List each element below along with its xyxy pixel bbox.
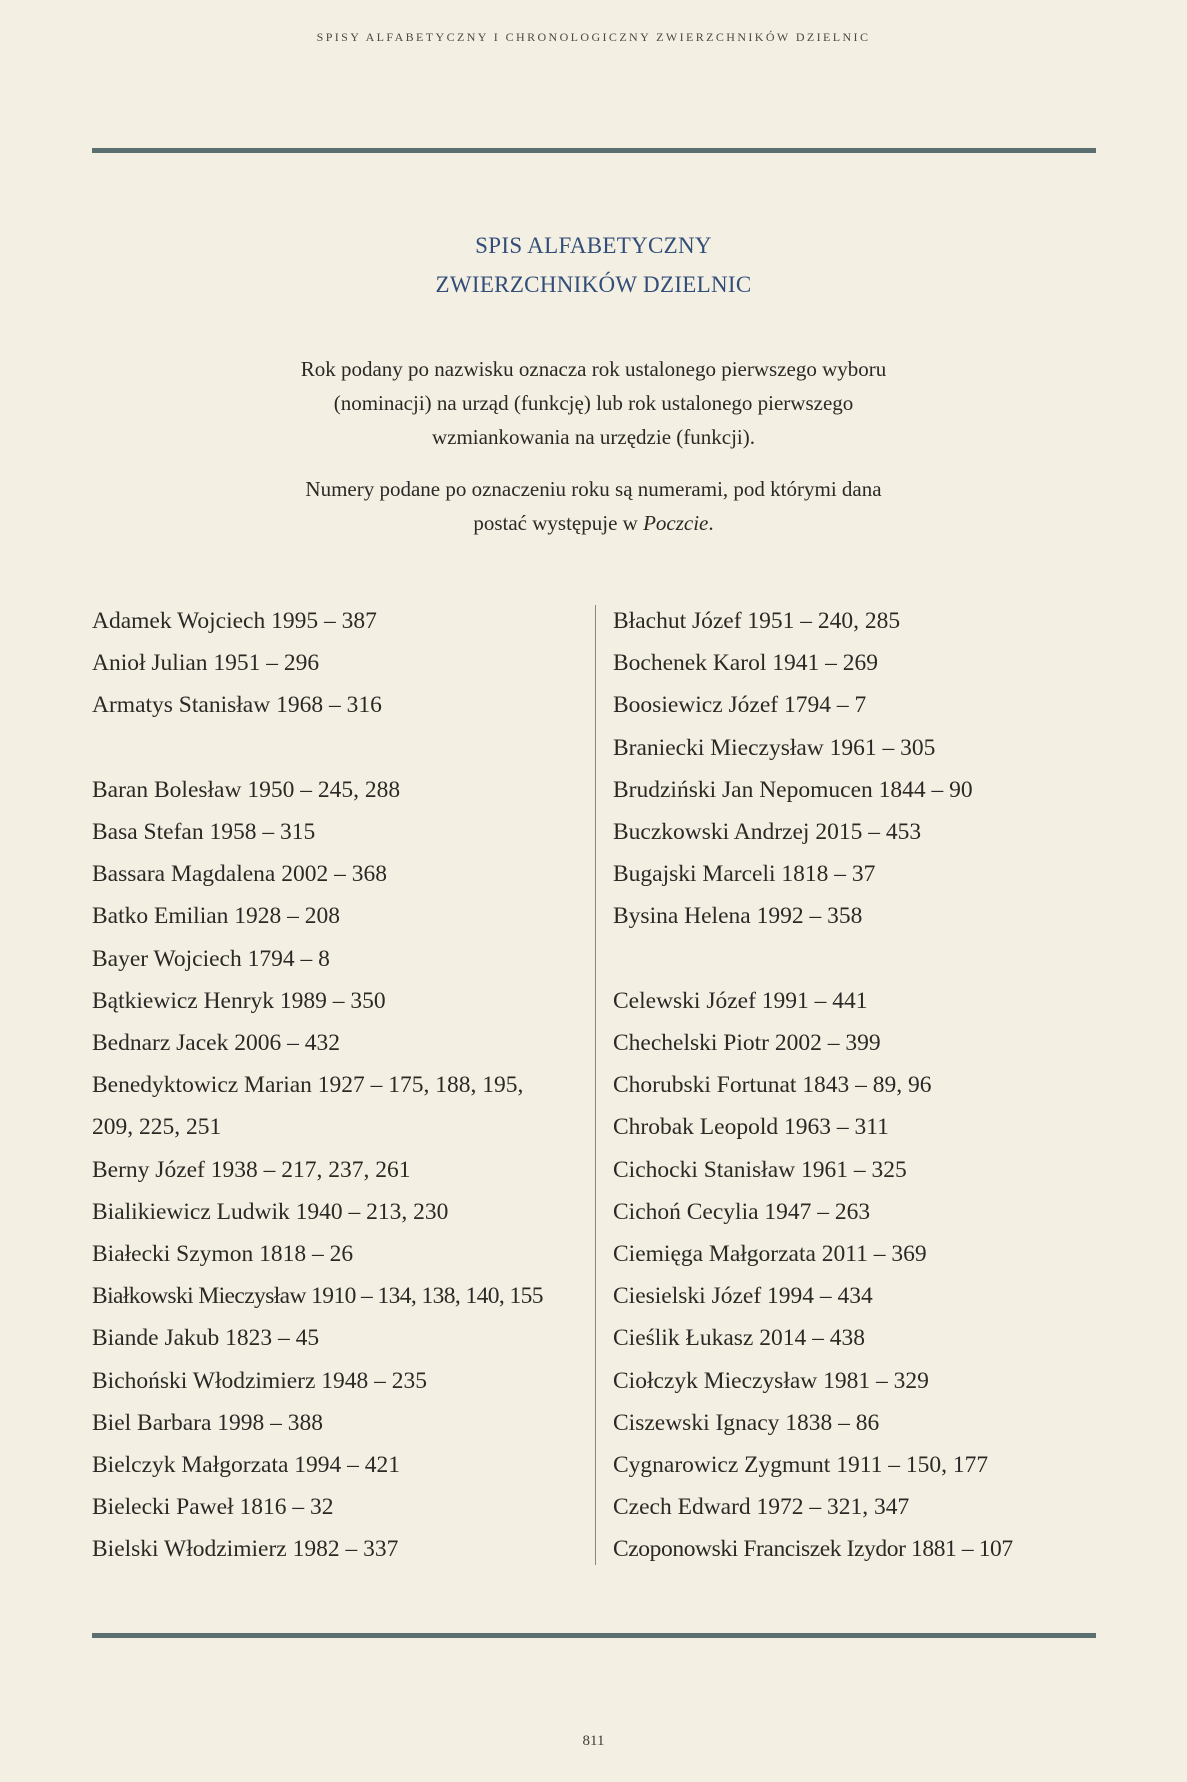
- index-entry: Czoponowski Franciszek Izydor 1881 – 107: [613, 1536, 1013, 1563]
- index-entry: Bochenek Karol 1941 – 269: [613, 650, 878, 677]
- index-entry: Bednarz Jacek 2006 – 432: [92, 1030, 340, 1057]
- index-entry: Biel Barbara 1998 – 388: [92, 1409, 324, 1436]
- index-entry: Ciemięga Małgorzata 2011 – 369: [613, 1241, 927, 1268]
- index-entry: Cichocki Stanisław 1961 – 325: [613, 1156, 907, 1183]
- index-column-left: [92, 600, 578, 1571]
- top-rule: [92, 148, 1096, 153]
- index-entry: Bayer Wojciech 1794 – 8: [92, 945, 330, 972]
- intro-paragraph-2: [200, 472, 987, 540]
- index-entry: Biande Jakub 1823 – 45: [92, 1325, 320, 1352]
- index-entry: Cieślik Łukasz 2014 – 438: [613, 1325, 865, 1352]
- page-title: [0, 226, 1187, 304]
- index-entry: Armatys Stanisław 1968 – 316: [92, 692, 382, 719]
- index-entry: Bielecki Paweł 1816 – 32: [92, 1494, 334, 1521]
- index-entry: Chrobak Leopold 1963 – 311: [613, 1114, 889, 1141]
- page-number: 811: [582, 1733, 605, 1749]
- index-entry: Białkowski Mieczysław 1910 – 134, 138, 140, 155: [92, 1283, 543, 1310]
- bottom-rule: [92, 1633, 1096, 1638]
- index-entry: Celewski Józef 1991 – 441: [613, 987, 868, 1014]
- index-entry: Bątkiewicz Henryk 1989 – 350: [92, 987, 386, 1014]
- intro-p2-italic-word: Poczcie: [643, 511, 709, 535]
- index-entry: Cygnarowicz Zygmunt 1911 – 150, 177: [613, 1452, 989, 1479]
- index-entry: Benedyktowicz Marian 1927 – 175, 188, 195,: [92, 1072, 524, 1099]
- index-entry: Błachut Józef 1951 – 240, 285: [613, 608, 901, 634]
- index-entry: Ciesielski Józef 1994 – 434: [613, 1283, 873, 1310]
- index-entry-continuation: 209, 225, 251: [92, 1114, 222, 1141]
- index-entry: Bielczyk Małgorzata 1994 – 421: [92, 1452, 401, 1479]
- letter-group-spacer: [613, 938, 1097, 980]
- letter-group-spacer: [92, 727, 578, 769]
- title-line-2: ZWIERZCHNIKÓW DZIELNIC: [435, 272, 752, 297]
- intro-p1-line-3: wzmiankowania na urzędzie (funkcji).: [431, 425, 756, 449]
- index-entry: Białecki Szymon 1818 – 26: [92, 1241, 354, 1268]
- index-entry: Bassara Magdalena 2002 – 368: [92, 861, 387, 888]
- index-entry: Brudziński Jan Nepomucen 1844 – 90: [613, 776, 973, 803]
- index-entry: Bugajski Marceli 1818 – 37: [613, 861, 876, 888]
- intro-p2-line-2: [200, 506, 987, 540]
- index-entry: Bielski Włodzimierz 1982 – 337: [92, 1536, 399, 1563]
- index-entry: Batko Emilian 1928 – 208: [92, 903, 341, 930]
- index-entry: Chechelski Piotr 2002 – 399: [613, 1030, 881, 1057]
- index-entry: Bialikiewicz Ludwik 1940 – 213, 230: [92, 1198, 449, 1225]
- index-entry: Chorubski Fortunat 1843 – 89, 96: [613, 1072, 932, 1099]
- index-entry: Ciołczyk Mieczysław 1981 – 329: [613, 1367, 929, 1394]
- intro-p1-line-1: Rok podany po nazwisku oznacza rok ustalonego pierwszego wyboru: [300, 357, 887, 381]
- index-column-right: [613, 600, 1097, 1571]
- index-entry: Cichoń Cecylia 1947 – 263: [613, 1198, 871, 1225]
- intro-p2-line-1: Numery podane po oznaczeniu roku są numerami, pod którymi dana: [305, 477, 882, 501]
- index-entry: Ciszewski Ignacy 1838 – 86: [613, 1409, 880, 1436]
- running-head: SPISY ALFABETYCZNY I CHRONOLOGICZNY ZWIERZCHNIKÓW DZIELNIC: [316, 30, 871, 44]
- index-entry: Berny Józef 1938 – 217, 237, 261: [92, 1156, 411, 1183]
- intro-p1-line-2: (nominacji) na urząd (funkcję) lub rok ustalonego pierwszego: [333, 391, 854, 415]
- index-entry: Baran Bolesław 1950 – 245, 288: [92, 776, 401, 803]
- index-entry: Bysina Helena 1992 – 358: [613, 903, 863, 930]
- intro-p2-line-2-end: .: [708, 511, 714, 535]
- title-line-1: SPIS ALFABETYCZNY: [475, 233, 712, 258]
- intro-paragraph-1: [200, 352, 987, 454]
- column-divider: [595, 605, 596, 1565]
- index-entry: Bichoński Włodzimierz 1948 – 235: [92, 1367, 428, 1394]
- index-entry: Boosiewicz Józef 1794 – 7: [613, 692, 867, 719]
- index-entry: Adamek Wojciech 1995 – 387: [92, 608, 377, 634]
- intro-p2-line-2-text: postać występuje w: [473, 511, 644, 535]
- index-entry: Basa Stefan 1958 – 315: [92, 819, 316, 845]
- index-entry: Buczkowski Andrzej 2015 – 453: [613, 819, 922, 846]
- index-entry: Anioł Julian 1951 – 296: [92, 650, 320, 677]
- index-entry: Czech Edward 1972 – 321, 347: [613, 1494, 910, 1521]
- index-entry: Braniecki Mieczysław 1961 – 305: [613, 734, 936, 761]
